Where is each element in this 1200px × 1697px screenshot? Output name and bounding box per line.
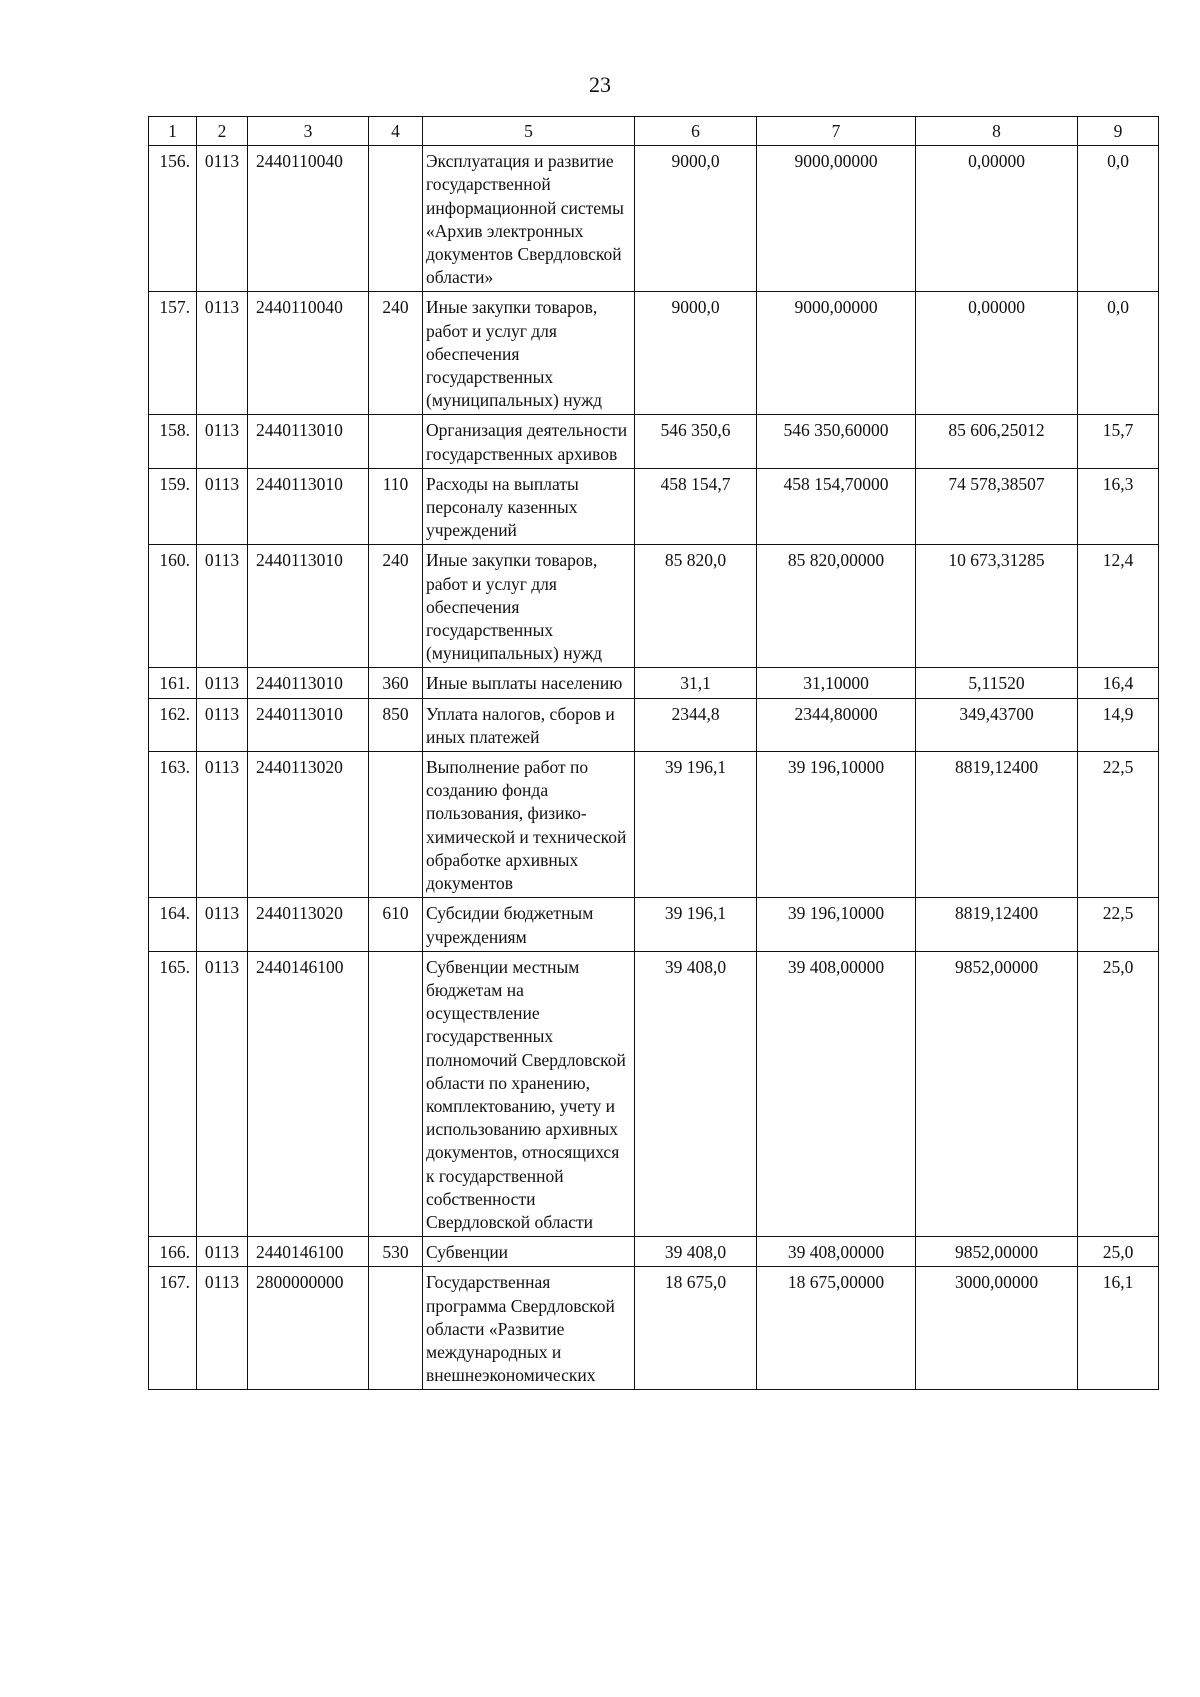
target-article-code: 2440113010 [248, 668, 369, 698]
executed-amount: 0,00000 [916, 146, 1078, 292]
executed-amount: 8819,12400 [916, 752, 1078, 898]
execution-percent: 16,3 [1078, 468, 1159, 545]
budget-limit-amount: 18 675,00000 [757, 1267, 916, 1390]
section-code: 0113 [197, 415, 248, 468]
row-number: 167. [149, 1267, 197, 1390]
expense-name: Расходы на выплаты персоналу казенных учреждений [423, 468, 635, 545]
target-article-code: 2440146100 [248, 1237, 369, 1267]
column-header-3: 3 [248, 117, 369, 146]
budget-limit-amount: 39 196,10000 [757, 898, 916, 951]
section-code: 0113 [197, 898, 248, 951]
row-number: 157. [149, 292, 197, 415]
row-number: 162. [149, 698, 197, 751]
approved-amount: 39 196,1 [635, 898, 757, 951]
budget-limit-amount: 39 196,10000 [757, 752, 916, 898]
execution-percent: 12,4 [1078, 545, 1159, 668]
column-header-4: 4 [369, 117, 423, 146]
row-number: 160. [149, 545, 197, 668]
table-row [149, 898, 1159, 951]
approved-amount: 9000,0 [635, 146, 757, 292]
approved-amount: 39 408,0 [635, 951, 757, 1236]
executed-amount: 0,00000 [916, 292, 1078, 415]
row-number: 164. [149, 898, 197, 951]
approved-amount: 31,1 [635, 668, 757, 698]
target-article-code: 2440113010 [248, 545, 369, 668]
table-row [149, 468, 1159, 545]
table-row [149, 1267, 1159, 1390]
section-code: 0113 [197, 1237, 248, 1267]
expense-name: Организация деятельности государственных архивов [423, 415, 635, 468]
section-code: 0113 [197, 752, 248, 898]
expense-name: Субвенции [423, 1237, 635, 1267]
approved-amount: 39 196,1 [635, 752, 757, 898]
executed-amount: 10 673,31285 [916, 545, 1078, 668]
execution-percent: 0,0 [1078, 146, 1159, 292]
column-header-8: 8 [916, 117, 1078, 146]
expense-type-code [369, 752, 423, 898]
section-code: 0113 [197, 468, 248, 545]
section-code: 0113 [197, 698, 248, 751]
table-row [149, 1237, 1159, 1267]
section-code: 0113 [197, 146, 248, 292]
budget-limit-amount: 85 820,00000 [757, 545, 916, 668]
target-article-code: 2800000000 [248, 1267, 369, 1390]
table-row [149, 951, 1159, 1236]
execution-percent: 0,0 [1078, 292, 1159, 415]
row-number: 159. [149, 468, 197, 545]
expense-type-code [369, 415, 423, 468]
section-code: 0113 [197, 951, 248, 1236]
approved-amount: 39 408,0 [635, 1237, 757, 1267]
table-body [149, 146, 1159, 1390]
expense-name: Субсидии бюджетным учреждениям [423, 898, 635, 951]
page-number: 23 [589, 72, 611, 97]
column-header-5: 5 [423, 117, 635, 146]
execution-percent: 14,9 [1078, 698, 1159, 751]
expense-type-code: 610 [369, 898, 423, 951]
execution-percent: 16,1 [1078, 1267, 1159, 1390]
table-row [149, 752, 1159, 898]
table-row [149, 698, 1159, 751]
expense-name: Субвенции местным бюджетам на осуществление государственных полномочий Свердловской области по хранению, комплектованию, учету и использованию архивных документов, относящихся к государственной собственности Свердловской области [423, 951, 635, 1236]
section-code: 0113 [197, 668, 248, 698]
column-header-6: 6 [635, 117, 757, 146]
executed-amount: 85 606,25012 [916, 415, 1078, 468]
execution-percent: 16,4 [1078, 668, 1159, 698]
expense-name: Уплата налогов, сборов и иных платежей [423, 698, 635, 751]
budget-limit-amount: 9000,00000 [757, 292, 916, 415]
table-row [149, 292, 1159, 415]
expense-name: Эксплуатация и развитие государственной информационной системы «Архив электронных документов Свердловской области» [423, 146, 635, 292]
target-article-code: 2440146100 [248, 951, 369, 1236]
target-article-code: 2440113020 [248, 898, 369, 951]
expense-name: Иные закупки товаров, работ и услуг для обеспечения государственных (муниципальных) нужд [423, 545, 635, 668]
execution-percent: 25,0 [1078, 1237, 1159, 1267]
column-header-1: 1 [149, 117, 197, 146]
execution-percent: 25,0 [1078, 951, 1159, 1236]
approved-amount: 18 675,0 [635, 1267, 757, 1390]
executed-amount: 8819,12400 [916, 898, 1078, 951]
budget-limit-amount: 39 408,00000 [757, 1237, 916, 1267]
target-article-code: 2440113020 [248, 752, 369, 898]
target-article-code: 2440113010 [248, 415, 369, 468]
row-number: 161. [149, 668, 197, 698]
expense-name: Иные выплаты населению [423, 668, 635, 698]
target-article-code: 2440110040 [248, 146, 369, 292]
table-row [149, 668, 1159, 698]
executed-amount: 9852,00000 [916, 1237, 1078, 1267]
execution-percent: 22,5 [1078, 898, 1159, 951]
row-number: 163. [149, 752, 197, 898]
column-header-9: 9 [1078, 117, 1159, 146]
row-number: 165. [149, 951, 197, 1236]
expense-type-code: 240 [369, 292, 423, 415]
table-row [149, 545, 1159, 668]
expense-type-code: 240 [369, 545, 423, 668]
budget-table [148, 116, 1159, 1390]
section-code: 0113 [197, 545, 248, 668]
expense-type-code [369, 1267, 423, 1390]
expense-type-code: 110 [369, 468, 423, 545]
approved-amount: 85 820,0 [635, 545, 757, 668]
expense-type-code: 530 [369, 1237, 423, 1267]
column-header-7: 7 [757, 117, 916, 146]
target-article-code: 2440113010 [248, 468, 369, 545]
execution-percent: 22,5 [1078, 752, 1159, 898]
section-code: 0113 [197, 292, 248, 415]
budget-limit-amount: 39 408,00000 [757, 951, 916, 1236]
executed-amount: 3000,00000 [916, 1267, 1078, 1390]
approved-amount: 9000,0 [635, 292, 757, 415]
budget-limit-amount: 2344,80000 [757, 698, 916, 751]
expense-type-code [369, 951, 423, 1236]
target-article-code: 2440110040 [248, 292, 369, 415]
budget-limit-amount: 546 350,60000 [757, 415, 916, 468]
expense-type-code [369, 146, 423, 292]
executed-amount: 74 578,38507 [916, 468, 1078, 545]
expense-type-code: 360 [369, 668, 423, 698]
budget-limit-amount: 9000,00000 [757, 146, 916, 292]
approved-amount: 2344,8 [635, 698, 757, 751]
execution-percent: 15,7 [1078, 415, 1159, 468]
executed-amount: 349,43700 [916, 698, 1078, 751]
budget-limit-amount: 31,10000 [757, 668, 916, 698]
header-row [149, 117, 1159, 146]
expense-name: Государственная программа Свердловской области «Развитие международных и внешнеэкономических [423, 1267, 635, 1390]
row-number: 158. [149, 415, 197, 468]
table-row [149, 146, 1159, 292]
row-number: 166. [149, 1237, 197, 1267]
approved-amount: 546 350,6 [635, 415, 757, 468]
row-number: 156. [149, 146, 197, 292]
table-row [149, 415, 1159, 468]
approved-amount: 458 154,7 [635, 468, 757, 545]
section-code: 0113 [197, 1267, 248, 1390]
executed-amount: 5,11520 [916, 668, 1078, 698]
executed-amount: 9852,00000 [916, 951, 1078, 1236]
expense-name: Выполнение работ по созданию фонда пользования, физико-химической и технической обработке архивных документов [423, 752, 635, 898]
budget-limit-amount: 458 154,70000 [757, 468, 916, 545]
expense-type-code: 850 [369, 698, 423, 751]
expense-name: Иные закупки товаров, работ и услуг для обеспечения государственных (муниципальных) нужд [423, 292, 635, 415]
column-header-2: 2 [197, 117, 248, 146]
target-article-code: 2440113010 [248, 698, 369, 751]
